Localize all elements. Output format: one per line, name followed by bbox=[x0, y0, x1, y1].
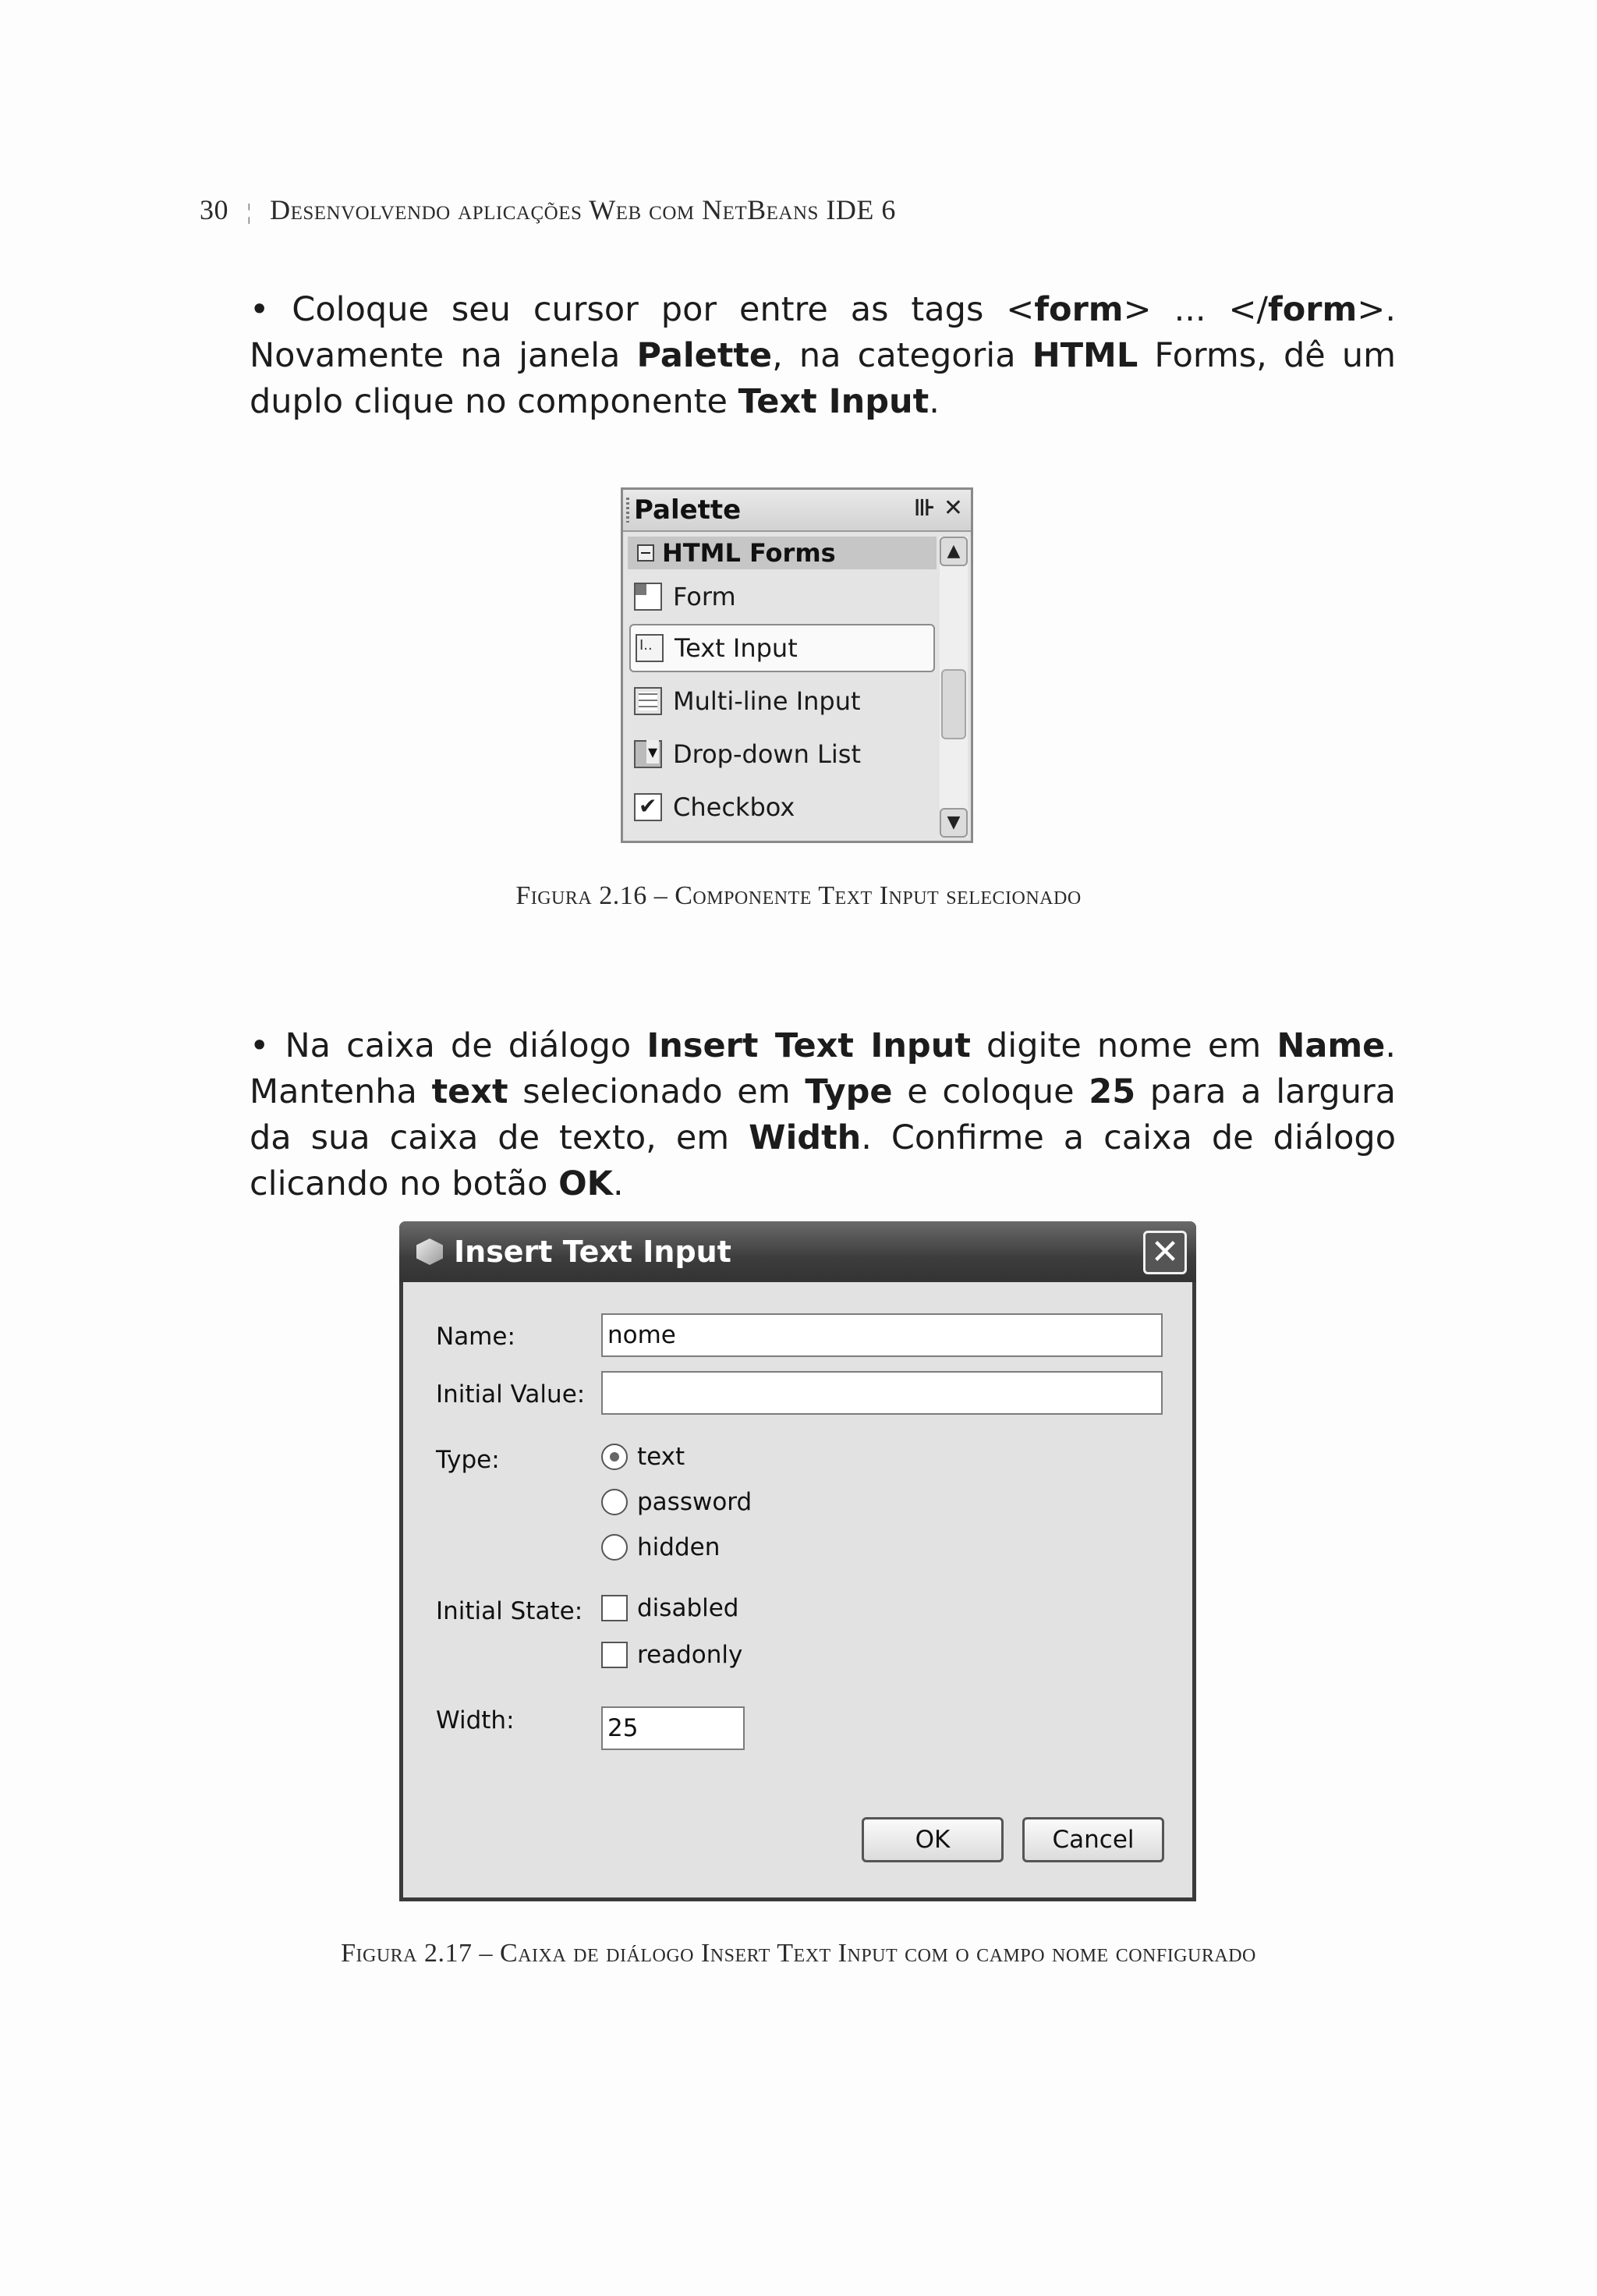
form-icon bbox=[634, 583, 662, 611]
insert-text-input-dialog bbox=[399, 1221, 1196, 1901]
palette-title: Palette bbox=[634, 494, 742, 526]
palette-title-bar bbox=[623, 490, 971, 532]
palette-item-checkbox[interactable]: ✔ Checkbox bbox=[629, 783, 935, 831]
grip-icon bbox=[626, 498, 629, 523]
multi-line-icon bbox=[634, 687, 662, 715]
name-input[interactable]: nome bbox=[601, 1313, 1163, 1357]
palette-category-html-forms[interactable] bbox=[628, 537, 937, 569]
close-button[interactable]: ✕ bbox=[1143, 1231, 1187, 1274]
drop-down-icon bbox=[634, 740, 662, 768]
running-header bbox=[200, 193, 896, 226]
netbeans-cube-icon bbox=[416, 1238, 443, 1265]
palette-item-multi-line-input[interactable]: Multi-line Input bbox=[629, 677, 935, 725]
width-input[interactable]: 25 bbox=[601, 1706, 745, 1750]
paragraph-2: • Na caixa de diálogo Insert Text Input digite nome em Name. Mantenha text selecionado em Type e coloque 25 para a largura da sua caixa de texto, em Width. Confirme a caixa de diálogo clicando no botão OK. bbox=[250, 1026, 1397, 1203]
palette-item-text-input[interactable]: I.. Text Input bbox=[629, 624, 935, 672]
header-separator: ¦ bbox=[246, 200, 252, 225]
radio-selected-icon[interactable] bbox=[601, 1444, 628, 1470]
palette-item-drop-down-list[interactable]: ▾ Drop-down List bbox=[629, 730, 935, 778]
type-radio-password[interactable]: password bbox=[601, 1488, 752, 1516]
checkbox-icon[interactable] bbox=[601, 1595, 628, 1621]
initial-value-label: Initial Value: bbox=[436, 1380, 586, 1408]
width-label: Width: bbox=[436, 1706, 515, 1734]
text-input-icon bbox=[636, 634, 664, 662]
checkbox-icon[interactable] bbox=[601, 1642, 628, 1668]
checkbox-icon bbox=[634, 793, 662, 821]
state-checkbox-readonly[interactable]: readonly bbox=[601, 1641, 742, 1669]
paragraph-1: • Coloque seu cursor por entre as tags <form> ... </form>. Novamente na janela Palette, na categoria HTML Forms, dê um duplo clique no componente Text Input. bbox=[250, 290, 1397, 421]
palette-window bbox=[621, 487, 973, 843]
name-label: Name: bbox=[436, 1323, 515, 1351]
state-checkbox-disabled[interactable]: disabled bbox=[601, 1594, 738, 1622]
initial-value-input[interactable] bbox=[601, 1371, 1163, 1415]
palette-scrollbar[interactable] bbox=[940, 537, 968, 838]
dialog-title-bar bbox=[399, 1221, 1196, 1282]
radio-icon[interactable] bbox=[601, 1489, 628, 1515]
page-number: 30 bbox=[200, 194, 228, 225]
initial-state-label: Initial State: bbox=[436, 1597, 583, 1625]
dialog-title: Insert Text Input bbox=[454, 1235, 731, 1269]
scroll-thumb[interactable] bbox=[941, 669, 966, 739]
figure-caption-2-17: Figura 2.17 – Caixa de diálogo Insert Text Input com o campo nome configurado bbox=[341, 1939, 1256, 1968]
book-title: Desenvolvendo aplicações Web com NetBeans IDE 6 bbox=[270, 194, 896, 225]
palette-item-form[interactable]: Form bbox=[629, 572, 935, 621]
category-label: HTML Forms bbox=[662, 538, 836, 568]
collapse-icon[interactable] bbox=[637, 544, 654, 562]
type-radio-hidden[interactable]: hidden bbox=[601, 1533, 720, 1561]
figure-caption-2-16: Figura 2.16 – Componente Text Input selecionado bbox=[515, 881, 1082, 910]
cancel-button[interactable]: Cancel bbox=[1022, 1817, 1164, 1862]
scroll-down-icon[interactable]: ▼ bbox=[940, 808, 968, 838]
radio-icon[interactable] bbox=[601, 1534, 628, 1561]
palette-body bbox=[623, 532, 971, 841]
type-radio-text[interactable]: text bbox=[601, 1443, 685, 1471]
palette-window-controls[interactable]: ⊪ ✕ bbox=[913, 494, 963, 522]
type-label: Type: bbox=[436, 1446, 500, 1474]
scroll-up-icon[interactable]: ▲ bbox=[940, 537, 968, 566]
ok-button[interactable]: OK bbox=[862, 1817, 1004, 1862]
